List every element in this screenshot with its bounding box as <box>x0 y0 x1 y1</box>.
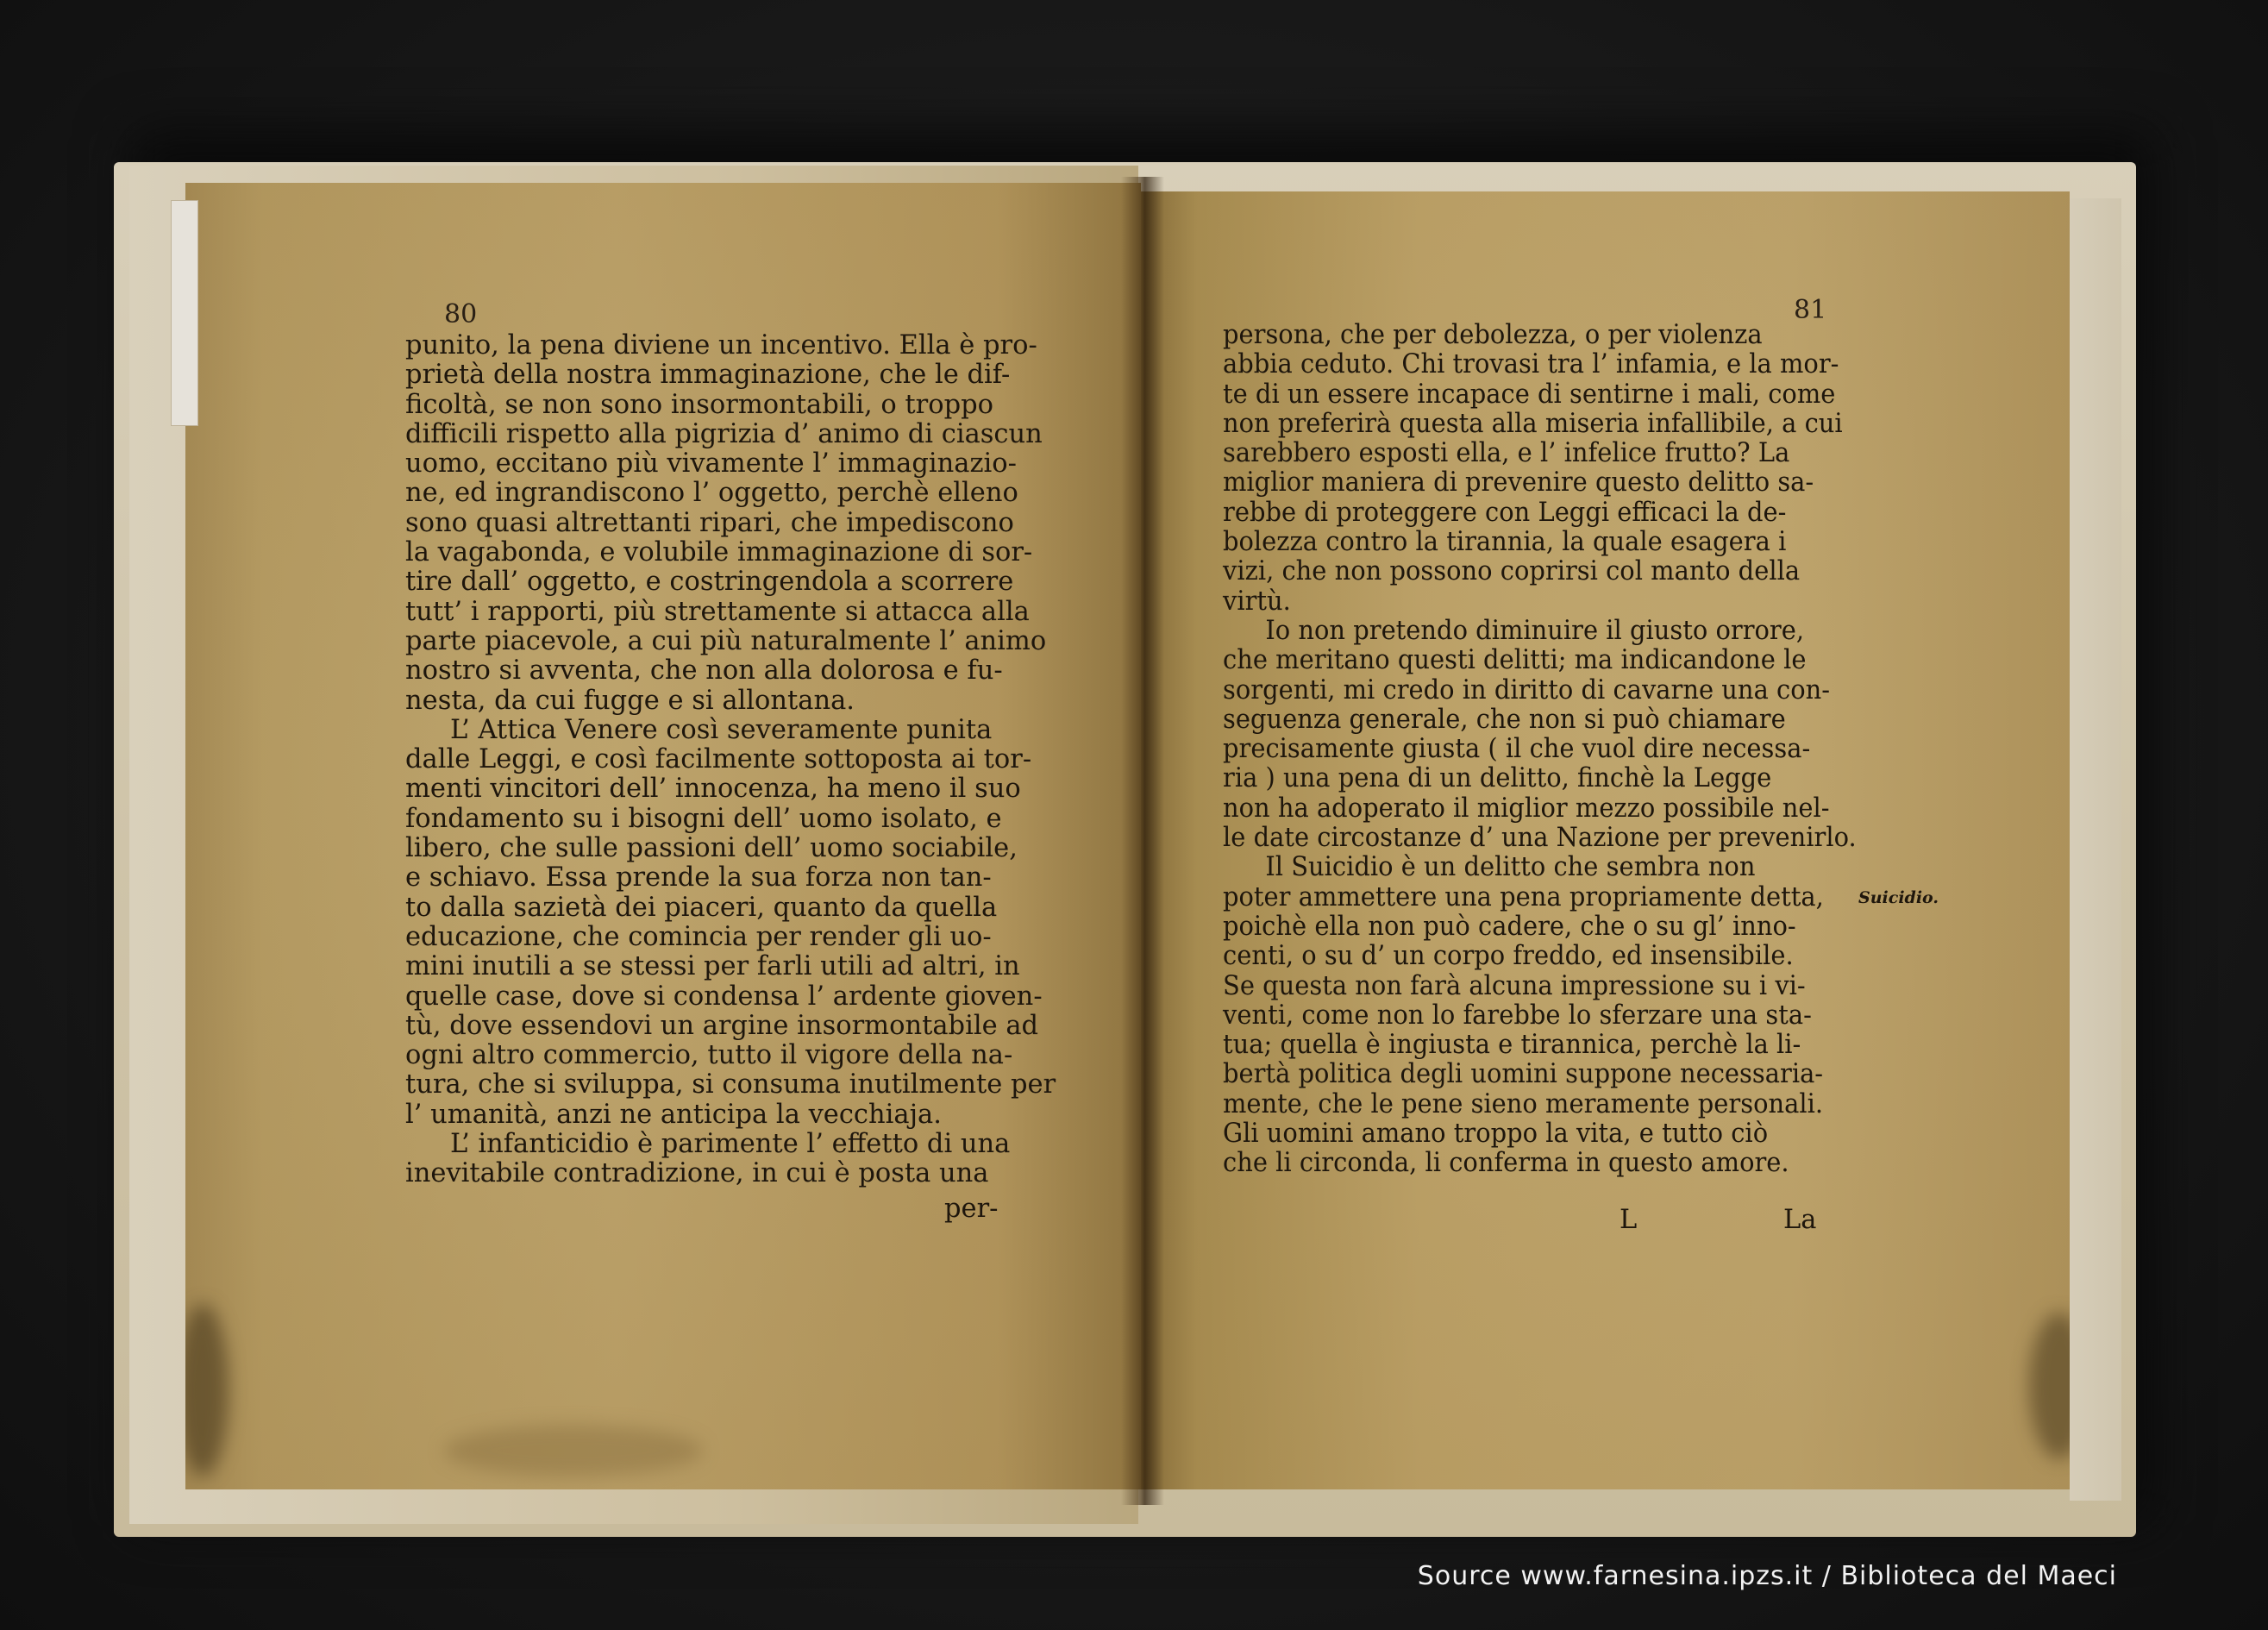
text-line: tire dall’ oggetto, e costringendola a scorrere <box>405 567 1014 598</box>
catchword-left: per- <box>944 1194 999 1224</box>
text-line: tutt’ i rapporti, più strettamente si attacca alla <box>405 596 1030 627</box>
text-line: punito, la pena diviene un incentivo. Ella è pro- <box>405 330 1037 360</box>
text-line: bertà politica degli uomini suppone necessaria- <box>1223 1059 1824 1090</box>
text-line: tù, dove essendovi un argine insormontabile ad <box>405 1010 1039 1041</box>
signature-mark: L <box>1620 1205 1638 1235</box>
text-line: Il Suicidio è un delitto che sembra non <box>1265 852 1756 883</box>
text-line: Se questa non farà alcuna impressione su i vi- <box>1223 970 1806 1001</box>
page-number-left: 80 <box>444 299 478 329</box>
text-line: prietà della nostra immaginazione, che le dif- <box>405 360 1011 391</box>
text-line: sarebbero esposti ella, e l’ infelice frutto? La <box>1223 438 1790 469</box>
text-line: la vagabonda, e volubile immaginazione di sor- <box>405 537 1033 568</box>
text-line: seguenza generale, che non si può chiamare <box>1223 704 1786 735</box>
text-line: non preferirà questa alla miseria infallibile, a cui <box>1223 408 1843 439</box>
text-line: che meritano questi delitti; ma indicandone le <box>1223 645 1807 676</box>
text-line: mente, che le pene sieno meramente personali. <box>1223 1088 1824 1119</box>
text-line: centi, o su d’ un corpo freddo, ed insensibile. <box>1223 941 1794 972</box>
text-line: parte piacevole, a cui più naturalmente l’ animo <box>405 625 1047 656</box>
text-line: venti, come non lo farebbe lo sferzare una sta- <box>1223 1000 1812 1031</box>
marginal-note: Suicidio. <box>1858 888 1939 907</box>
text-line: uomo, eccitano più vivamente l’ immaginazio- <box>405 448 1017 480</box>
text-line: abbia ceduto. Chi trovasi tra l’ infamia, e la mor- <box>1223 349 1839 380</box>
text-line: rebbe di proteggere con Leggi efficaci la de- <box>1223 497 1787 528</box>
text-line: l’ umanità, anzi ne anticipa la vecchiaja. <box>405 1099 942 1130</box>
page-number-right: 81 <box>1794 295 1827 325</box>
text-line: dalle Leggi, e così facilmente sottoposta ai tor- <box>405 744 1032 775</box>
left-page-text <box>405 331 1056 1189</box>
paper-strip <box>171 200 198 426</box>
text-line: L’ infanticidio è parimente l’ effetto di una <box>450 1129 1011 1160</box>
text-line: bolezza contro la tirannia, la quale esagera i <box>1223 527 1787 558</box>
text-line: te di un essere incapace di sentirne i mali, come <box>1223 379 1836 410</box>
text-line: nesta, da cui fugge e si allontana. <box>405 685 855 716</box>
text-line: fondamento su i bisogni dell’ uomo isolato, e <box>405 803 1002 834</box>
text-line: vizi, che non possono coprirsi col manto della <box>1223 556 1801 587</box>
page-stain <box>444 1425 703 1476</box>
text-line: Gli uomini amano troppo la vita, e tutto ciò <box>1223 1119 1769 1150</box>
text-line: poichè ella non può cadere, che o su gl’ inno- <box>1223 911 1796 942</box>
text-line: poter ammettere una pena propriamente detta, <box>1223 881 1824 912</box>
right-page-edges <box>2070 198 2121 1501</box>
page-stain <box>2029 1313 2070 1459</box>
text-line: e schiavo. Essa prende la sua forza non tan- <box>405 862 992 893</box>
text-line: educazione, che comincia per render gli uo- <box>405 921 992 952</box>
text-line: libero, che sulle passioni dell’ uomo sociabile, <box>405 833 1018 864</box>
text-line: ficoltà, se non sono insormontabili, o troppo <box>405 389 994 420</box>
text-line: tua; quella è ingiusta e tirannica, perchè la li- <box>1223 1030 1801 1061</box>
right-page-text <box>1223 321 1891 1179</box>
text-line: to dalla sazietà dei piaceri, quanto da quella <box>405 892 998 923</box>
text-line: tura, che si sviluppa, si consuma inutilmente per <box>405 1069 1056 1100</box>
page-stain <box>185 1304 229 1476</box>
book-gutter <box>1121 177 1164 1505</box>
text-line: difficili rispetto alla pigrizia d’ animo di ciascun <box>405 418 1043 449</box>
text-line: le date circostanze d’ una Nazione per prevenirlo. <box>1223 823 1857 854</box>
text-line: virtù. <box>1223 586 1291 617</box>
text-line: inevitabile contradizione, in cui è posta una <box>405 1158 989 1189</box>
right-page <box>1141 191 2070 1489</box>
text-line: che li circonda, li conferma in questo amore. <box>1223 1148 1789 1179</box>
text-line: ogni altro commercio, tutto il vigore della na- <box>405 1040 1013 1071</box>
text-line: mini inutili a se stessi per farli utili ad altri, in <box>405 951 1020 982</box>
catchword-right: La <box>1783 1205 1817 1235</box>
text-line: sono quasi altrettanti ripari, che impediscono <box>405 507 1014 538</box>
text-line: precisamente giusta ( il che vuol dire necessa- <box>1223 734 1811 765</box>
text-line: L’ Attica Venere così severamente punita <box>450 714 993 745</box>
text-line: ria ) una pena di un delitto, finchè la Legge <box>1223 763 1772 794</box>
text-line: quelle case, dove si condensa l’ ardente gioven- <box>405 981 1043 1012</box>
source-credit: Source www.farnesina.ipzs.it / Biblioteca del Maeci <box>1417 1561 2117 1591</box>
text-line: non ha adoperato il miglior mezzo possibile nel- <box>1223 793 1830 824</box>
text-line: persona, che per debolezza, o per violenza <box>1223 320 1763 350</box>
text-line: menti vincitori dell’ innocenza, ha meno il suo <box>405 774 1021 805</box>
text-line: ne, ed ingrandiscono l’ oggetto, perchè elleno <box>405 478 1018 509</box>
text-line: sorgenti, mi credo in diritto di cavarne una con- <box>1223 674 1831 705</box>
text-line: Io non pretendo diminuire il giusto orrore, <box>1265 615 1805 646</box>
left-page <box>185 183 1141 1489</box>
text-line: nostro si avventa, che non alla dolorosa e fu- <box>405 655 1003 686</box>
text-line: miglior maniera di prevenire questo delitto sa- <box>1223 467 1814 498</box>
